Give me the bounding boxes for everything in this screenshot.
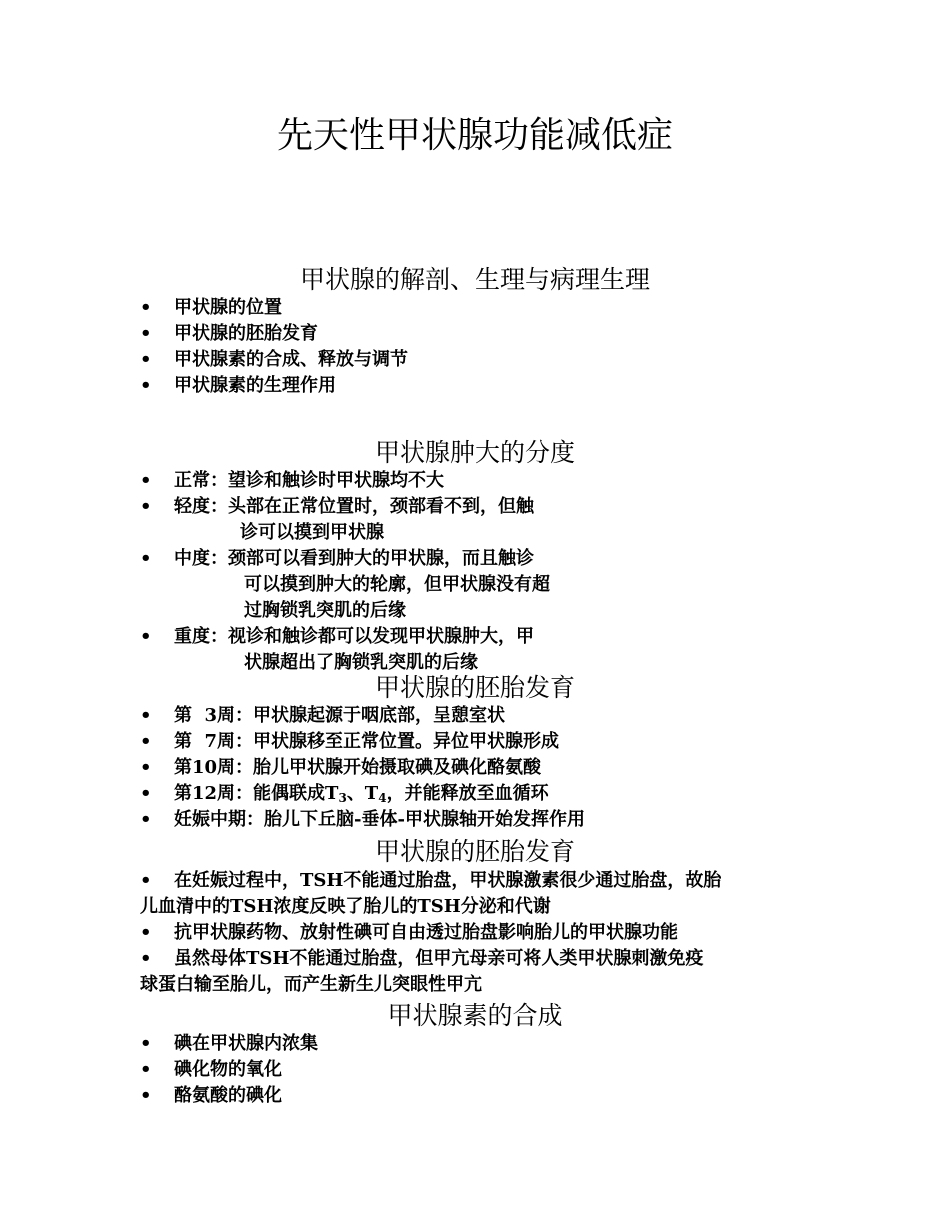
list-item: • 妊娠中期：胎儿下丘脑-垂体-甲状腺轴开始发挥作用 (140, 807, 585, 833)
section-heading-embryo-2: 甲状腺的胚胎发育 (374, 837, 575, 866)
list-item (140, 868, 820, 920)
subscript: 4 (378, 791, 387, 805)
list-item-text: 第12周：能偶联成T (174, 783, 339, 804)
list-item: • 第 3周：甲状腺起源于咽底部，呈憩室状 (140, 703, 585, 729)
list-item: • 第 7周：甲状腺移至正常位置。异位甲状腺形成 (140, 729, 585, 755)
list-item: • 酪氨酸的碘化 (140, 1083, 318, 1109)
section-heading-goiter-grade: 甲状腺肿大的分度 (374, 438, 575, 467)
list-item (140, 781, 585, 807)
list-item-text: 正常：望诊和触诊时甲状腺均不大 (174, 470, 444, 491)
bullet-list-anatomy (140, 295, 408, 399)
document-title: 先天性甲状腺功能减低症 (276, 115, 673, 156)
list-item-continuation: 诊可以摸到甲状腺 (240, 522, 384, 543)
list-item-continuation: 球蛋白输至胎儿，而产生新生儿突眼性甲亢 (140, 974, 482, 995)
list-item-continuation: 过胸锁乳突肌的后缘 (244, 600, 406, 621)
list-item-text: 中度：颈部可以看到肿大的甲状腺，而且触诊 (174, 548, 534, 569)
bullet-marker: • (140, 922, 152, 943)
list-item: • 碘在甲状腺内浓集 (140, 1031, 318, 1057)
list-item (140, 468, 550, 494)
list-item-text: 重度：视诊和触诊都可以发现甲状腺肿大，甲 (174, 626, 534, 647)
list-item-continuation: 可以摸到肿大的轮廓，但甲状腺没有超 (244, 574, 550, 595)
section-heading-anatomy: 甲状腺的解剖、生理与病理生理 (299, 265, 650, 294)
list-item: • 甲状腺素的合成、释放与调节 (140, 347, 408, 373)
list-item-text: 轻度：头部在正常位置时，颈部看不到，但触 (174, 496, 534, 517)
list-item-text: 在妊娠过程中，TSH不能通过胎盘，甲状腺激素很少通过胎盘，故胎 (174, 870, 722, 891)
list-item: • 甲状腺的胚胎发育 (140, 321, 408, 347)
bullet-list-synthesis (140, 1031, 318, 1109)
bullet-marker: • (140, 948, 152, 969)
section-heading-synthesis: 甲状腺素的合成 (387, 1001, 563, 1030)
list-item (140, 546, 550, 624)
bullet-marker: • (140, 870, 152, 891)
list-item-text: 虽然母体TSH不能通过胎盘，但甲亢母亲可将人类甲状腺刺激免疫 (174, 948, 704, 969)
section-heading-embryo: 甲状腺的胚胎发育 (374, 673, 575, 702)
bullet-list-embryo (140, 703, 585, 833)
list-item-text: 、T (346, 783, 379, 804)
bullet-list-goiter-grade (140, 468, 550, 676)
list-item: • 甲状腺素的生理作用 (140, 373, 408, 399)
list-item-continuation: 儿血清中的TSH浓度反映了胎儿的TSH分泌和代谢 (140, 896, 551, 917)
list-item-text: ，并能释放至血循环 (386, 783, 549, 804)
list-item (140, 920, 820, 946)
list-item (140, 624, 550, 676)
list-item: • 第10周：胎儿甲状腺开始摄取碘及碘化酪氨酸 (140, 755, 585, 781)
subscript: 3 (338, 791, 347, 805)
list-item: • 碘化物的氧化 (140, 1057, 318, 1083)
list-item (140, 946, 820, 998)
list-item-text: 抗甲状腺药物、放射性碘可自由透过胎盘影响胎儿的甲状腺功能 (174, 922, 678, 943)
paragraph-list-placenta (140, 868, 820, 998)
list-item: • 甲状腺的位置 (140, 295, 408, 321)
list-item (140, 494, 550, 546)
list-item-continuation: 状腺超出了胸锁乳突肌的后缘 (244, 652, 478, 673)
